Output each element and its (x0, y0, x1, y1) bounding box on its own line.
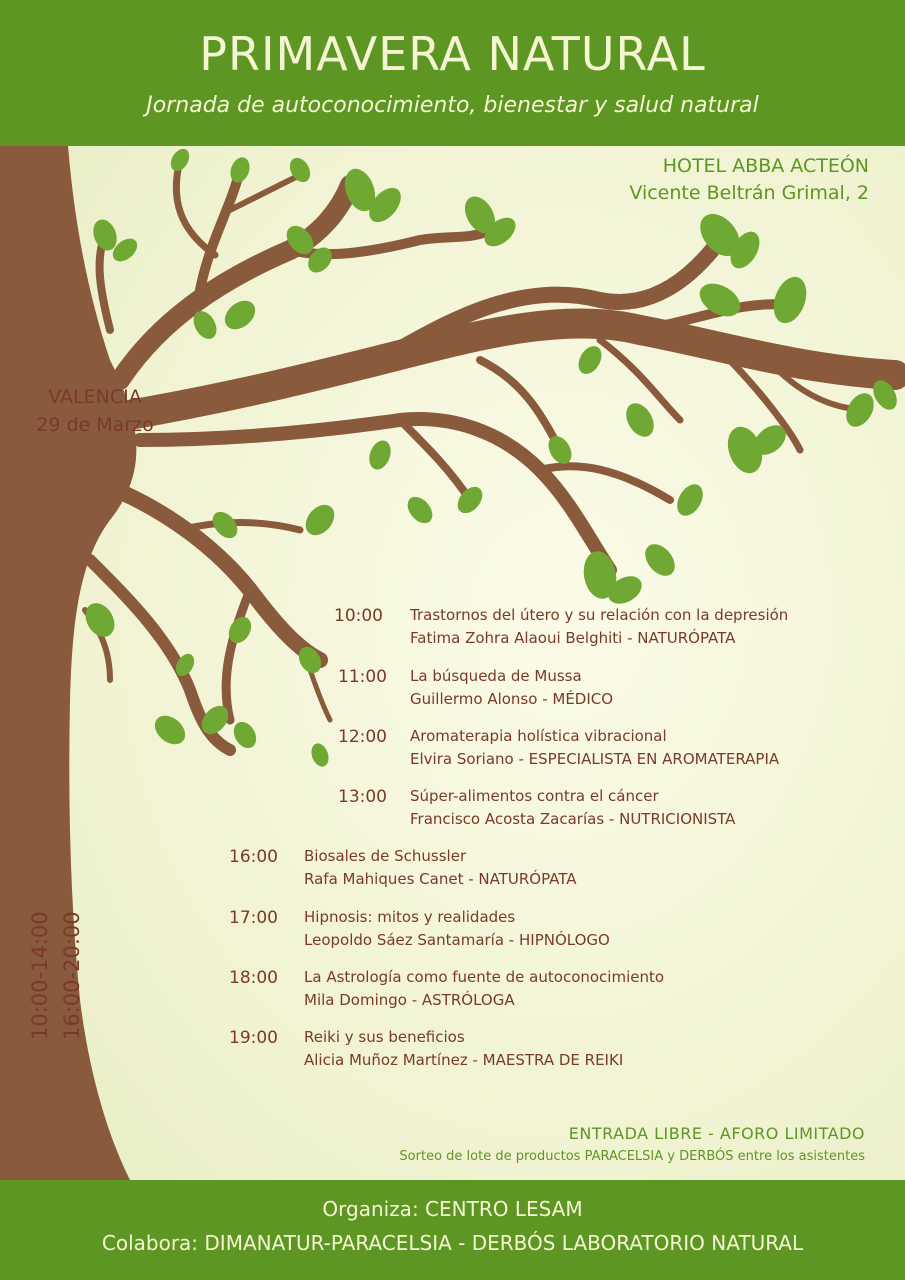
venue-block (629, 153, 869, 207)
venue-name: HOTEL ABBA ACTEÓN (662, 155, 869, 177)
session-time: 11:00 (338, 667, 387, 687)
session-topic: La Astrología como fuente de autoconocimiento (304, 968, 665, 986)
session-time: 10:00 (334, 606, 383, 626)
session-speaker: Mila Domingo - ASTRÓLOGA (304, 991, 515, 1009)
session-topic: La búsqueda de Mussa (410, 667, 582, 685)
session-time: 13:00 (338, 787, 387, 807)
session-speaker: Guillermo Alonso - MÉDICO (410, 690, 614, 708)
session-topic: Súper-alimentos contra el cáncer (410, 787, 659, 805)
session-topic: Hipnosis: mitos y realidades (304, 908, 516, 926)
session-time: 19:00 (229, 1028, 278, 1048)
session-time: 18:00 (229, 968, 278, 988)
session-time: 17:00 (229, 908, 278, 928)
session-speaker: Rafa Mahiques Canet - NATURÓPATA (304, 870, 577, 888)
entry-info (399, 1124, 865, 1164)
collaborators: Colabora: DIMANATUR-PARACELSIA - DERBÓS LABORATORIO NATURAL (101, 1231, 804, 1255)
session-speaker: Alicia Muñoz Martínez - MAESTRA DE REIKI (304, 1051, 624, 1069)
city-block (30, 383, 160, 439)
session-topic: Biosales de Schussler (304, 847, 467, 865)
session-topic: Reiki y sus beneficios (304, 1028, 465, 1046)
raffle-line: Sorteo de lote de productos PARACELSIA y DERBÓS entre los asistentes (399, 1149, 865, 1164)
city-name: VALENCIA (48, 386, 142, 408)
session-topic: Aromaterapia holística vibracional (410, 727, 667, 745)
session-speaker: Leopoldo Sáez Santamaría - HIPNÓLOGO (304, 931, 610, 949)
session-topic: Trastornos del útero y su relación con la depresión (410, 606, 789, 624)
page-title: PRIMAVERA NATURAL (199, 27, 706, 81)
session-speaker: Francisco Acosta Zacarías - NUTRICIONISTA (410, 810, 736, 828)
hours-afternoon: 16:00-20:00 (60, 911, 84, 1040)
venue-address: Vicente Beltrán Grimal, 2 (629, 182, 869, 204)
footer-band (0, 1180, 905, 1280)
event-date: 29 de Marzo (36, 414, 154, 436)
entry-line: ENTRADA LIBRE - AFORO LIMITADO (568, 1124, 865, 1143)
tree-illustration (0, 146, 905, 1180)
header-band (0, 0, 905, 146)
hours-morning: 10:00-14:00 (28, 911, 52, 1040)
session-time: 12:00 (338, 727, 387, 747)
session-speaker: Fatima Zohra Alaoui Belghiti - NATURÓPATA (410, 629, 736, 647)
organizer: Organiza: CENTRO LESAM (322, 1197, 583, 1221)
session-time: 16:00 (229, 847, 278, 867)
session-speaker: Elvira Soriano - ESPECIALISTA EN AROMATERAPIA (410, 750, 780, 768)
page-subtitle: Jornada de autoconocimiento, bienestar y salud natural (146, 93, 759, 118)
